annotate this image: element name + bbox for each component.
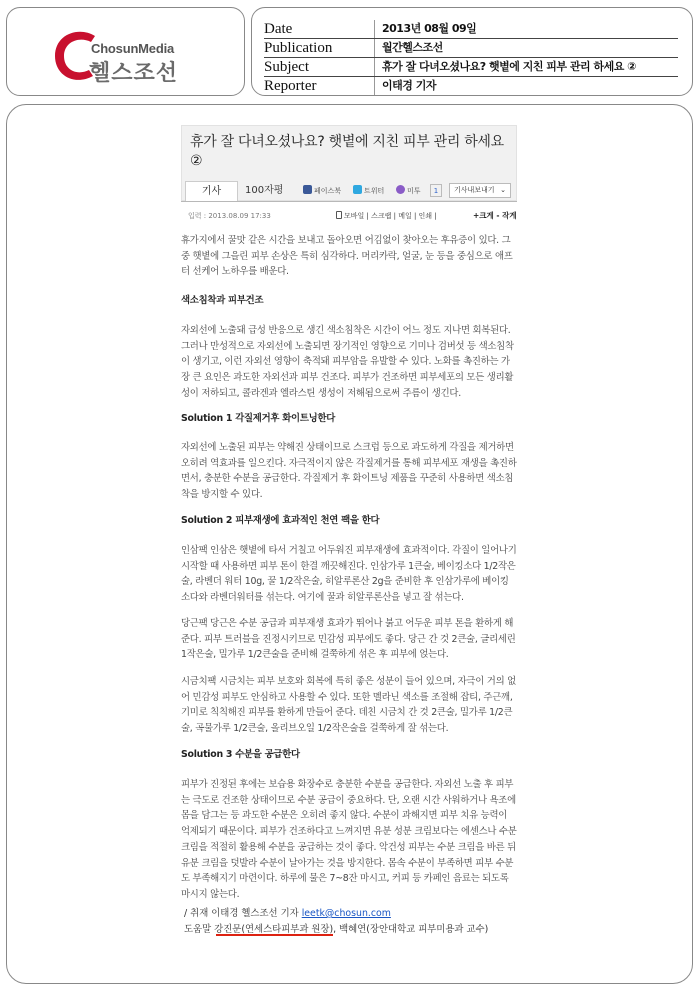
section-heading: Solution 1 각질제거후 화이트닝한다 [181, 413, 336, 424]
section-heading: 색소침착과 피부건조 [181, 295, 264, 306]
share-twitter-button[interactable]: 트위터 [353, 185, 384, 197]
meta-value: 휴가 잘 다녀오셨나요? 햇볕에 지친 피부 관리 하세요 ② [382, 60, 636, 73]
chevron-down-icon: ⌄ [500, 186, 506, 194]
mobile-icon [336, 211, 342, 219]
section-heading: Solution 3 수분을 공급한다 [181, 749, 300, 760]
twitter-icon [353, 185, 362, 194]
paragraph: 휴가지에서 꿀맛 같은 시간을 보내고 돌아오면 어김없이 찾아오는 후유증이 있다. 그중 햇볕에 그을린 피부 손상은 특히 심각하다. 머리카락, 얼굴, 눈 등을 중심으로 애프터 선케어 노하우를 배운다. [181, 235, 513, 278]
share-metoo-button[interactable]: 미투 [396, 185, 421, 197]
logo-text-en: ChosunMedia [91, 41, 175, 56]
meta-label: Subject [264, 59, 309, 75]
meta-value: 이태경 기자 [382, 79, 436, 92]
font-size-controls[interactable]: +크게 - 작게 [473, 211, 517, 220]
article-infobar [181, 210, 517, 222]
article-tabbar [181, 181, 517, 201]
paragraph: 자외선에 노출돼 급성 반응으로 생긴 색소침착은 시간이 어느 정도 지나면 회복된다. 그러나 만성적으로 자외선에 노출되면 장기적인 영향으로 기미나 검버섯 등 색소침착이 생기고, 이런 자외선 영향이 축적돼 피부암을 유발할 수 있다. 노화를 촉진하는 가장 큰 요인은 과도한 자외선과 피부 건조다. 피부가 건조하면 피부세포의 모든 생리활성이 저하되고, 콜라겐과 엘라스틴 생성이 저해됨으로써 주름이 생긴다. [181, 325, 514, 399]
article-title: 휴가 잘 다녀오셨나요? 햇볕에 지친 피부 관리 하세요 ② [190, 134, 504, 169]
publish-date: 입력 : 2013.08.09 17:33 [188, 212, 271, 220]
article-meta-table [251, 7, 693, 96]
share-count: 1 [430, 184, 442, 197]
logo-panel [6, 7, 245, 96]
meta-value: 2013년 08월 09일 [382, 22, 477, 35]
share-facebook-button[interactable]: 페이스북 [303, 185, 341, 197]
section-heading: Solution 2 피부재생에 효과적인 천연 팩을 한다 [181, 515, 380, 526]
meta-row-publication [264, 39, 678, 58]
paragraph: 자외선에 노출된 피부는 약해진 상태이므로 스크럽 등으로 과도하게 각질을 제거하면 오히려 역효과를 일으킨다. 자극적이지 않은 각질제거를 통해 피부세포 재생을 촉진하면서, 충분한 수분을 공급한다. 각질제거 후 화이트닝 제품을 꾸준히 사용하면 색소침착을 방지할 수 있다. [181, 442, 517, 501]
meta-row-subject [264, 58, 678, 77]
paragraph: 피부가 진정된 후에는 보습용 화장수로 충분한 수분을 공급한다. 자외선 노출 후 피부는 극도로 건조한 상태이므로 수분 공급이 중요하다. 단, 오랜 시간 사워하거나 욕조에 몸을 담그는 등 과도한 수분은 오히려 좋지 않다. 수분이 과해지면 피부 치유 능력이 억제되기 때문이다. 피부가 건조하다고 느껴지면 유분 성분 크림보다는 에센스나 수분크림을 적절히 활용해 수분을 공급하는 것이 좋다. 악건성 피부는 수분 크림을 바른 뒤 유분 크림을 덧발라 수분이 날아가는 것을 방지한다. 몸속 수분이 부족하면 피부 수분도 부족해지기 마련이다. 하루에 물은 7~8잔 마시고, 커피 등 카페인 음료는 되도록 마시지 않는다. [181, 779, 517, 900]
paragraph: 시금치팩 시금치는 피부 보호와 회복에 특히 좋은 성분이 들어 있으며, 자극이 거의 없어 민감성 피부도 안심하고 사용할 수 있다. 또한 멜라닌 색소를 조절해 잡티, 주근깨, 기미로 칙칙해진 피부를 환하게 만들어 준다. 데친 시금치 간 것 2큰술, 밀가루 1/2큰술, 곡물가루 1/2큰술, 올리브오일 1/2작은술을 걸쭉하게 잘 섞는다. [181, 676, 516, 735]
meta-value: 월간헬스조선 [382, 41, 443, 54]
meta-row-reporter [264, 77, 678, 96]
logo-text-ko: 헬스조선 [89, 61, 179, 86]
reporter-email-link[interactable]: leetk@chosun.com [301, 908, 391, 919]
facebook-icon [303, 185, 312, 194]
tab-divider [181, 201, 517, 202]
helper-credit: 도움말 강진문(연세스타피부과 원장), 백혜연(장안대학교 피부미용과 교수) [184, 924, 489, 935]
reporter-credit: / 취재 이태경 헬스조선 기자 leetk@chosun.com [184, 908, 391, 919]
meta-label: Publication [264, 40, 333, 56]
highlight-underline [216, 934, 333, 936]
metoo-icon [396, 185, 405, 194]
tab-article[interactable]: 기사 [185, 181, 238, 201]
highlighted-helper: 강진문(연세스타피부과 원장) [214, 924, 334, 935]
tab-comments[interactable]: 100자평 [245, 185, 284, 196]
meta-row-date [264, 20, 678, 39]
paragraph: 당근팩 당근은 수분 공급과 피부재생 효과가 뛰어나 붉고 어두운 피부 톤을 환하게 해준다. 피부 트러블을 진정시키므로 민감성 피부에도 좋다. 당근 간 것 2큰술, 글리세린 1작은술, 밀가루 1/2큰술을 준비해 걸쭉하게 섞은 후 피부에 얹는다. [181, 618, 516, 661]
paragraph: 인삼팩 인삼은 햇볕에 타서 거칠고 어두워진 피부재생에 효과적이다. 각질이 일어나기 시작할 때 사용하면 피부 톤이 한결 깨끗해진다. 인삼가루 1큰술, 베이킹소다 1/2작은술, 라벤더 워터 10g, 꿀 1/2작은술, 히알루론산 2g을 준비한 후 인삼가루에 베이킹소다와 라벤더워터를 섞는다. 여기에 꿀과 히알루론산을 넣고 잘 섞는다. [181, 545, 517, 604]
article-tools[interactable]: 모바일 | 스크랩 | 메일 | 인쇄 | [336, 211, 437, 221]
meta-label: Reporter [264, 78, 317, 94]
meta-label: Date [264, 21, 293, 37]
export-dropdown[interactable]: 기사내보내기 ⌄ [449, 183, 511, 198]
